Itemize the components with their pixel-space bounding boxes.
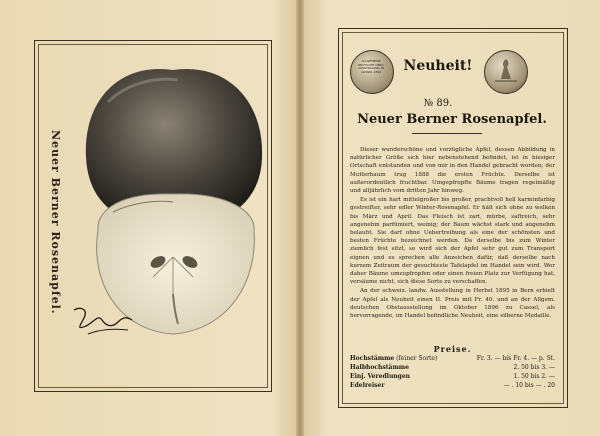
price-item-name: Halbhochstämme xyxy=(350,364,409,371)
divider-rule xyxy=(412,133,482,134)
price-row xyxy=(350,354,555,363)
headline: Neuheit! xyxy=(403,58,473,74)
price-row xyxy=(350,372,555,381)
catalog-number: № 89. xyxy=(423,98,453,109)
price-item-name: Einj. Veredlungen xyxy=(350,373,411,380)
price-item-note: (feiner Sorte) xyxy=(396,355,438,362)
medal-left-text: ALLGEMEINE DEUTSCHE OBST-AUSSTELLUNG IN CASSEL 1896 xyxy=(357,59,385,74)
paragraph: Es ist ein hart mittelgroßer bis großer, prachtvoll hell karminfarbig gestreifter, sehr edler Winter-Rosenapfel. Er hält sich ohne zu welken bis März und April. Das Fleisch ist zart, mürbe, saftreich, sehr angenehm parfümiert, weinig; der Baum wächst stark und angenehm belaubt. Sie darf ohne Uebertreibung als eine der schönsten und besten Früchte bezeichnet werden. Da derselbe bis zum Winter ziemlich fest sitzt, so wird sich der Apfel sehr gut zum Transport eignen und es sprechen alle Anzeichen dafür, daß derselbe nach kurzem Zeitraum der gesuchteste Tafelapfel im Handel sein wird. Wer daher Bäume umzupfropfen oder einen freien Platz zur Verfügung hat, versäume nicht, sich diese Sorte zu verschaffen. xyxy=(350,197,555,286)
paragraph: Dieser wunderschöne und vorzügliche Apfel, dessen Abbildung in natürlicher Größe sich hier nebenstehend befindet, ist in hiesiger Ortschaft entstanden und von mir in den Handel gebracht worden; der Mutterbaum trug 1888 die ersten Früchte. Derselbe ist außerordentlich fruchtbar. Umgepfropfte Bäume tragen regelmäßig und alljährlich vom dritten Jahr hinweg. xyxy=(350,147,555,195)
description-text xyxy=(350,146,555,321)
price-row xyxy=(350,381,555,390)
variety-name: Neuer Berner Rosenapfel. xyxy=(357,112,547,127)
medal-figure-icon xyxy=(485,51,527,93)
paragraph: An der schweiz. landw. Ausstellung in Herbst 1895 in Bern erhielt der Apfel als Neuheit einen II. Preis mit Fr. 40. und an der Allgem. deutschen Obstausstellung im Oktober 1896 zu Cassel, als hervorragende, im Handel befindliche Neuheit, eine silberne Medaille. xyxy=(350,288,555,320)
artist-signature xyxy=(68,300,138,340)
price-item-name: Hochstämme xyxy=(350,355,395,362)
price-item-values: — . 10 bis — . 20 xyxy=(503,382,555,389)
price-row xyxy=(350,363,555,372)
price-item-values: Fr. 3. — bis Fr. 4. — p. St. xyxy=(476,355,555,362)
prices-title: Preise. xyxy=(433,344,472,354)
medal-right xyxy=(484,50,528,94)
left-vertical-title: Neuer Berner Rosenapfel. xyxy=(49,130,62,315)
price-item-values: 1. 50 bis 2. — xyxy=(513,373,555,380)
price-item-name: Edelreiser xyxy=(350,382,385,389)
book-gutter xyxy=(296,0,304,436)
price-item-values: 2. 50 bis 3. — xyxy=(513,364,555,371)
price-table xyxy=(350,354,555,390)
